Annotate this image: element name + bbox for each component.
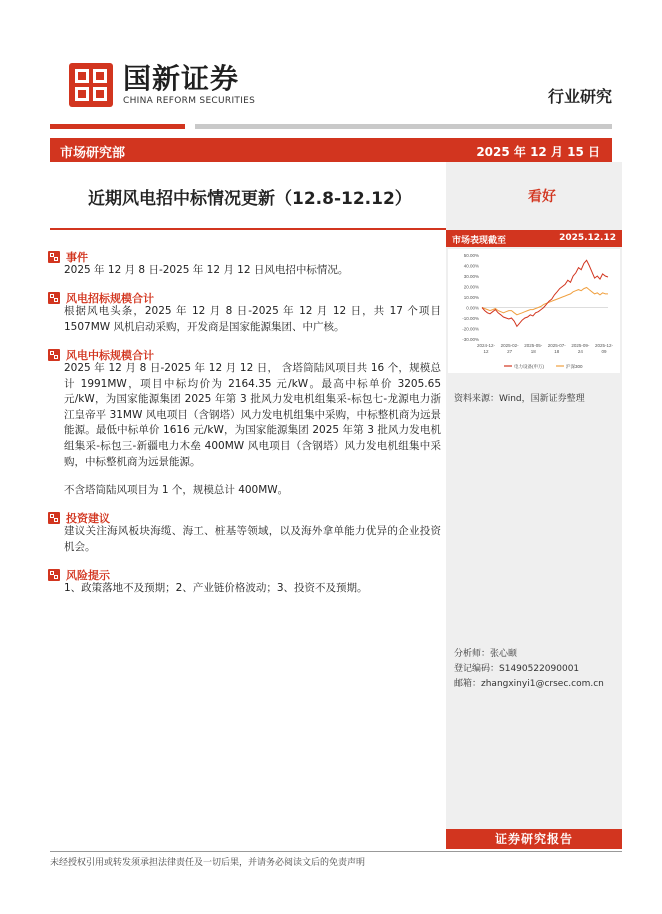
disclaimer-text: 未经授权引用或转发须承担法律责任及一切后果，并请务必阅读文后的免责声明 [50,858,366,868]
department-name: 市场研究部 [60,146,126,161]
section-logo-icon [48,569,60,581]
logo-english-name: CHINA REFORM SECURITIES [123,96,256,106]
x-tick-label: 2025-02- [500,343,519,348]
section-logo-icon [48,349,60,361]
section-logo-icon [48,292,60,304]
x-tick-label-day: 09 [601,349,607,354]
x-tick-label: 2025-07- [547,343,566,348]
logo-chinese-name: 国新证券 [123,62,240,95]
x-tick-label-day: 18 [554,349,560,354]
section-event-text: 2025 年 12 月 8 日-2025 年 12 月 12 日风电招中标情况。 [64,264,349,276]
section-title: 投资建议 [66,512,110,525]
analyst-registration: 登记编码：S1490522090001 [454,664,580,674]
market-performance-date: 2025.12.12 [559,233,616,243]
company-logo [69,62,255,108]
analyst-info [454,647,604,692]
series-line-1 [482,260,608,326]
market-performance-chart [448,249,620,373]
section-title: 风险提示 [66,569,110,582]
section-title: 风电中标规模合计 [66,349,154,362]
y-tick-label: 0.00% [466,305,479,311]
legend-label: 沪深300 [566,364,583,369]
x-tick-label: 2024-12- [476,343,496,348]
series-line-2 [482,288,608,315]
section-risk-text: 1、政策落地不及预期；2、产业链价格波动；3、投资不及预期。 [64,582,368,594]
x-tick-label: 2025-09- [571,343,590,348]
disclaimer-rule [50,851,622,852]
section-award-text: 2025 年 12 月 8 日-2025 年 12 月 12 日， 含塔筒陆风项目共 16 个，规模总计 1991MW，项目中标均价为 2164.35 元/kW。最高中标单价 3205.65 元/kW，为国家能源集团 2025 年第 3 批风力发电机组集采-标包七-龙源电力浙江皇帝平 31MW 风电项目（含钢塔）风力发电机组集中采购，中标整机商为远景能源。最低中标单价 1616 元/kW，为国家能源集团 2025 年第 3 批风力发电机组集采-标包三-新疆电力木垒 400MW 风电项目（含钢塔）风力发电机组集中采购，中标整机商为远景能源。 [64,362,441,468]
x-tick-label-day: 18 [530,349,536,354]
market-performance-header [446,230,622,247]
x-tick-label-day: 24 [577,349,583,354]
x-tick-label-day: 12 [483,349,489,354]
section-award-text-2: 不含塔筒陆风项目为 1 个，规模总计 400MW。 [64,484,289,496]
analyst-name: 分析师：张心颐 [454,649,518,659]
market-performance-title: 市场表现截至 [452,236,507,246]
y-tick-label: -20.00% [462,326,479,332]
y-tick-label: 40.00% [463,263,479,269]
report-title: 近期风电招中标情况更新（12.8-12.12） [88,189,412,209]
logo-mark-icon [69,63,113,107]
y-tick-label: 30.00% [463,274,479,279]
title-divider [50,228,446,230]
report-type-label: 行业研究 [547,87,612,106]
y-tick-label: 50.00% [463,253,479,258]
performance-chart-svg [448,249,620,373]
y-tick-label: -30.00% [462,337,479,342]
report-date: 2025 年 12 月 15 日 [476,145,600,159]
x-tick-label: 2025-12- [594,343,614,348]
section-logo-icon [48,512,60,524]
chart-source-note: 资料来源：Wind，国新证券整理 [454,394,585,404]
x-tick-label: 2025-05- [524,343,543,348]
section-title: 风电招标规模合计 [66,292,154,305]
section-title: 事件 [66,251,88,264]
legend-label: 电力设备(申万) [514,364,544,369]
x-tick-label-day: 27 [507,349,513,354]
y-tick-label: -10.00% [462,316,479,321]
section-logo-icon [48,251,60,263]
header-rule-red [50,124,185,129]
industry-rating: 看好 [528,189,556,205]
department-band [50,138,612,162]
analyst-email: 邮箱：zhangxinyi1@crsec.com.cn [454,679,604,689]
report-label-band: 证券研究报告 [446,829,622,849]
y-tick-label: 20.00% [463,284,479,290]
header-rule-gray [195,124,612,129]
y-tick-label: 10.00% [463,295,479,300]
section-tender-text: 根据风电头条，2025 年 12 月 8 日-2025 年 12 月 12 日，共 17 个项目 1507MW 风机启动采购，开发商是国家能源集团、中广核。 [64,305,441,333]
section-advice-text: 建议关注海风板块海缆、海工、桩基等领域，以及海外拿单能力优异的企业投资机会。 [64,525,441,553]
